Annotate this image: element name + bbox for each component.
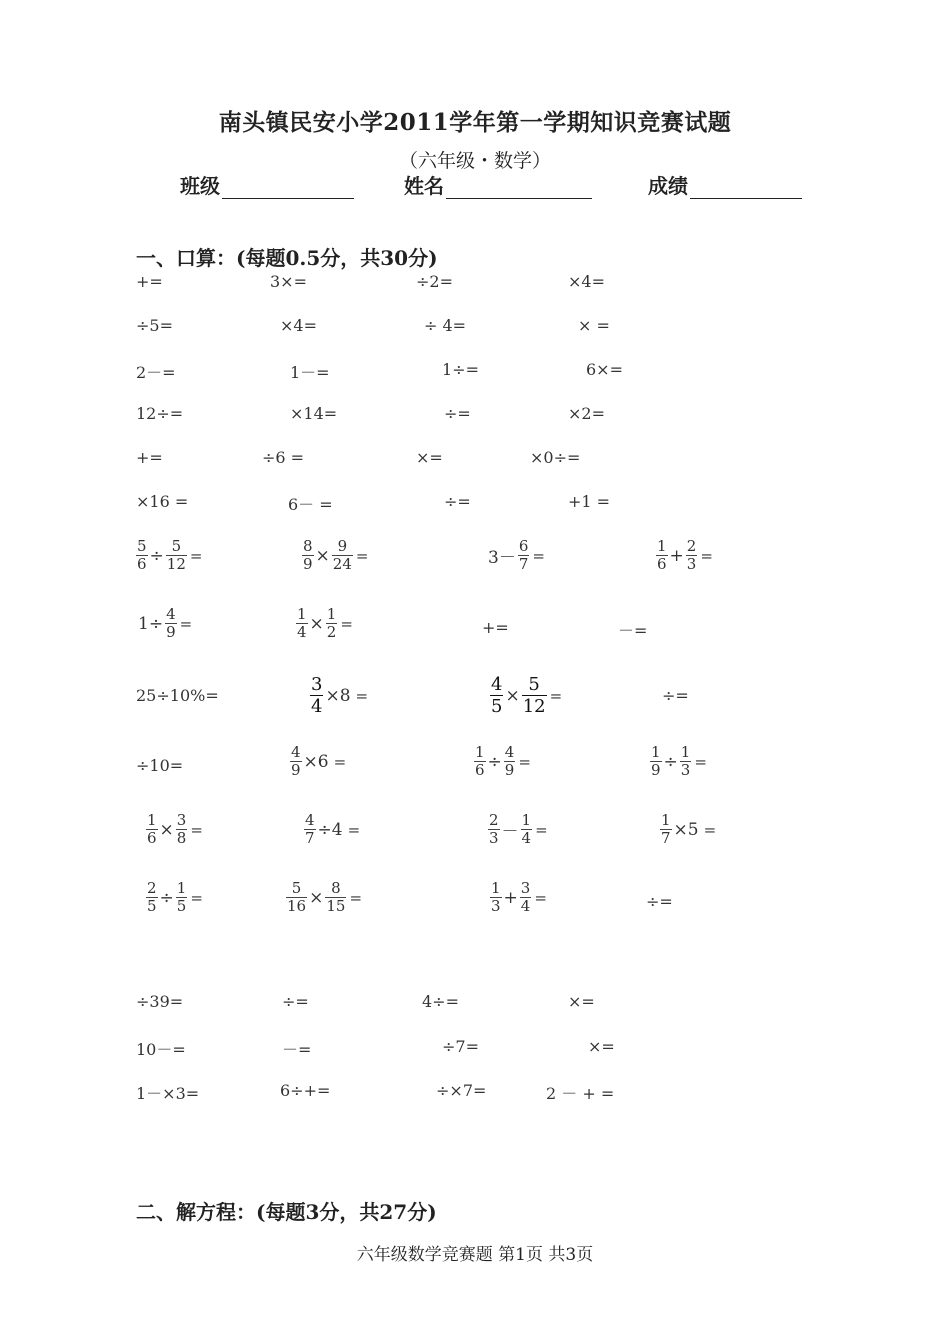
numerator: 4 bbox=[305, 811, 315, 829]
equals-sign: = bbox=[518, 752, 531, 771]
fraction bbox=[310, 674, 323, 717]
denominator: 24 bbox=[332, 555, 352, 573]
numerator: 1 bbox=[657, 537, 667, 555]
fraction bbox=[176, 812, 188, 847]
operator: ×8 bbox=[325, 685, 351, 706]
operator: ÷ bbox=[663, 751, 678, 772]
problem-item: ÷×7= bbox=[436, 1081, 487, 1100]
numerator: 8 bbox=[303, 537, 313, 555]
problem-item: ÷= bbox=[444, 492, 471, 511]
problem-item bbox=[486, 538, 545, 573]
problem-item: ÷= bbox=[646, 892, 673, 911]
denominator: 12 bbox=[166, 555, 186, 573]
name-blank[interactable] bbox=[446, 176, 592, 199]
class-field bbox=[180, 170, 354, 199]
problem-item: －= bbox=[282, 1040, 312, 1059]
equals-sign: = bbox=[532, 546, 545, 565]
denominator: 3 bbox=[680, 761, 691, 779]
operator: + bbox=[503, 887, 518, 908]
operator: － bbox=[501, 822, 519, 842]
numerator: 8 bbox=[331, 879, 341, 897]
numerator: 4 bbox=[291, 743, 301, 761]
fraction bbox=[146, 812, 158, 847]
problem-item: ÷= bbox=[662, 686, 689, 705]
score-blank[interactable] bbox=[690, 176, 802, 199]
numerator: 1 bbox=[326, 605, 337, 623]
name-label: 姓名 bbox=[404, 174, 444, 198]
fraction bbox=[521, 812, 533, 847]
numerator: 6 bbox=[518, 537, 529, 555]
problem-item: ÷39= bbox=[136, 992, 184, 1011]
denominator: 8 bbox=[176, 829, 187, 847]
problem-item: ×4= bbox=[568, 272, 605, 291]
fraction bbox=[304, 812, 316, 847]
equals-sign: = bbox=[349, 888, 363, 907]
problem-item: ÷2= bbox=[416, 272, 453, 291]
fraction bbox=[332, 538, 353, 573]
numerator: 1 bbox=[147, 811, 157, 829]
problem-item: ×= bbox=[416, 448, 443, 467]
problem-item: ×= bbox=[568, 992, 595, 1011]
fraction bbox=[326, 606, 338, 641]
problem-item: 25÷10%= bbox=[136, 686, 219, 705]
problem-item: += bbox=[136, 272, 163, 291]
problem-item: 10－= bbox=[136, 1040, 186, 1059]
numerator: 2 bbox=[147, 879, 157, 897]
problem-item bbox=[136, 538, 202, 573]
denominator: 16 bbox=[287, 897, 307, 915]
score-label: 成绩 bbox=[648, 174, 688, 198]
fraction bbox=[686, 538, 698, 573]
problem-item: += bbox=[136, 448, 163, 467]
problem-item: ÷5= bbox=[136, 316, 173, 335]
fraction bbox=[136, 538, 148, 573]
denominator: 2 bbox=[326, 623, 337, 641]
fraction bbox=[490, 880, 502, 915]
fraction bbox=[520, 880, 532, 915]
problem-item: ×4= bbox=[280, 316, 317, 335]
operator: 1÷ bbox=[138, 613, 164, 634]
denominator: 6 bbox=[657, 555, 667, 573]
operator: 3－ bbox=[488, 548, 516, 568]
problem-item: ÷= bbox=[282, 992, 309, 1011]
fraction bbox=[302, 538, 314, 573]
denominator: 5 bbox=[491, 696, 503, 717]
fraction bbox=[656, 538, 668, 573]
fraction bbox=[290, 744, 302, 779]
problem-item bbox=[488, 812, 548, 847]
equals-sign: = bbox=[355, 546, 369, 565]
name-field bbox=[404, 170, 592, 199]
problem-item bbox=[136, 606, 192, 641]
section-2-heading: 二、解方程：(每题3分，共27分) bbox=[136, 1200, 437, 1224]
equals-sign: = bbox=[347, 820, 361, 839]
fraction bbox=[296, 606, 308, 641]
problem-item bbox=[650, 744, 707, 779]
problem-item bbox=[304, 812, 360, 847]
equals-sign: = bbox=[549, 686, 563, 705]
problem-item: ÷10= bbox=[136, 756, 184, 775]
denominator: 4 bbox=[297, 623, 307, 641]
numerator: 1 bbox=[475, 743, 485, 761]
problem-item: 1－= bbox=[290, 363, 330, 382]
denominator: 5 bbox=[147, 897, 157, 915]
problem-item bbox=[146, 880, 203, 915]
problem-item: 4÷= bbox=[422, 992, 459, 1011]
denominator: 7 bbox=[518, 555, 529, 573]
operator: ×5 bbox=[673, 819, 699, 840]
denominator: 7 bbox=[305, 829, 315, 847]
operator: ÷4 bbox=[317, 819, 343, 840]
denominator: 9 bbox=[291, 761, 301, 779]
page-subtitle: （六年级・数学） bbox=[398, 150, 551, 172]
equals-sign: = bbox=[694, 752, 707, 771]
problem-item: ÷7= bbox=[442, 1037, 479, 1056]
problem-item bbox=[490, 674, 562, 717]
equals-sign: = bbox=[535, 820, 548, 839]
operator: ÷ bbox=[149, 545, 164, 566]
equals-sign: = bbox=[333, 752, 347, 771]
denominator: 4 bbox=[520, 897, 531, 915]
problem-item: －= bbox=[618, 621, 648, 640]
denominator: 6 bbox=[147, 829, 157, 847]
denominator: 6 bbox=[137, 555, 147, 573]
numerator: 3 bbox=[520, 879, 531, 897]
problem-item bbox=[146, 812, 203, 847]
operator: ÷ bbox=[487, 751, 502, 772]
fraction bbox=[165, 606, 177, 641]
problem-item: += bbox=[482, 618, 509, 637]
denominator: 4 bbox=[311, 696, 323, 717]
equals-sign: = bbox=[190, 820, 203, 839]
problem-item: 1÷= bbox=[442, 360, 479, 379]
section-1-heading: 一、口算：(每题0.5分，共30分) bbox=[136, 246, 438, 270]
numerator: 5 bbox=[171, 537, 182, 555]
fraction bbox=[176, 880, 188, 915]
problem-item: 6×= bbox=[586, 360, 623, 379]
problem-item: 6－ = bbox=[288, 495, 333, 514]
fraction bbox=[490, 674, 503, 717]
fraction bbox=[518, 538, 530, 573]
numerator: 3 bbox=[176, 811, 187, 829]
numerator: 1 bbox=[680, 743, 691, 761]
problem-item: ×= bbox=[588, 1037, 615, 1056]
problem-item bbox=[474, 744, 531, 779]
equals-sign: = bbox=[355, 686, 369, 705]
fraction bbox=[680, 744, 692, 779]
problem-item: 12÷= bbox=[136, 404, 184, 423]
denominator: 9 bbox=[166, 623, 176, 641]
problem-item: ÷6 = bbox=[262, 448, 305, 467]
numerator: 4 bbox=[166, 605, 176, 623]
fraction bbox=[522, 674, 547, 717]
problem-item: × = bbox=[578, 316, 610, 335]
problem-item: ÷= bbox=[444, 404, 471, 423]
problem-item: +1 = bbox=[568, 492, 611, 511]
numerator: 1 bbox=[661, 811, 671, 829]
page-title: 南头镇民安小学2011学年第一学期知识竞赛试题 bbox=[218, 109, 732, 136]
numerator: 9 bbox=[337, 537, 348, 555]
numerator: 2 bbox=[489, 811, 499, 829]
operator: + bbox=[669, 545, 684, 566]
numerator: 1 bbox=[651, 743, 661, 761]
problem-item bbox=[660, 812, 716, 847]
problem-item bbox=[296, 606, 353, 641]
denominator: 3 bbox=[489, 829, 499, 847]
fraction bbox=[286, 880, 307, 915]
class-label: 班级 bbox=[180, 174, 220, 198]
problem-item: 6÷+= bbox=[280, 1081, 331, 1100]
operator: × bbox=[309, 613, 324, 634]
denominator: 3 bbox=[491, 897, 501, 915]
problem-item: ×0÷= bbox=[530, 448, 581, 467]
problem-item: 3×= bbox=[270, 272, 307, 291]
score-field bbox=[648, 170, 802, 199]
fraction bbox=[325, 880, 346, 915]
fraction bbox=[166, 538, 187, 573]
equals-sign: = bbox=[190, 888, 203, 907]
numerator: 1 bbox=[176, 879, 187, 897]
fraction bbox=[650, 744, 662, 779]
denominator: 4 bbox=[521, 829, 532, 847]
numerator: 5 bbox=[137, 537, 147, 555]
denominator: 9 bbox=[504, 761, 515, 779]
problem-item bbox=[490, 880, 547, 915]
numerator: 3 bbox=[311, 674, 323, 695]
operator: ×6 bbox=[303, 751, 329, 772]
numerator: 2 bbox=[686, 537, 697, 555]
problem-item bbox=[302, 538, 368, 573]
fraction bbox=[504, 744, 516, 779]
operator: × bbox=[315, 545, 330, 566]
problem-item: 1－×3= bbox=[136, 1084, 200, 1103]
denominator: 9 bbox=[303, 555, 313, 573]
operator: × bbox=[159, 819, 174, 840]
problem-item bbox=[310, 674, 368, 717]
equals-sign: = bbox=[534, 888, 547, 907]
numerator: 4 bbox=[491, 674, 503, 695]
operator: ÷ bbox=[159, 887, 174, 908]
fraction bbox=[488, 812, 500, 847]
class-blank[interactable] bbox=[222, 176, 354, 199]
problem-item: ×16 = bbox=[136, 492, 189, 511]
page-footer: 六年级数学竞赛题 第1页 共3页 bbox=[356, 1245, 594, 1265]
denominator: 6 bbox=[475, 761, 485, 779]
operator: × bbox=[505, 685, 520, 706]
equals-sign: = bbox=[189, 546, 203, 565]
problem-item bbox=[290, 744, 346, 779]
equals-sign: = bbox=[179, 614, 193, 633]
denominator: 7 bbox=[661, 829, 671, 847]
equals-sign: = bbox=[703, 820, 717, 839]
fraction bbox=[474, 744, 486, 779]
numerator: 1 bbox=[297, 605, 307, 623]
denominator: 12 bbox=[522, 696, 546, 717]
problem-item bbox=[656, 538, 713, 573]
denominator: 15 bbox=[326, 897, 346, 915]
numerator: 5 bbox=[291, 879, 302, 897]
fraction bbox=[146, 880, 158, 915]
problem-item: ×2= bbox=[568, 404, 605, 423]
equals-sign: = bbox=[700, 546, 713, 565]
numerator: 5 bbox=[528, 674, 540, 695]
problem-item bbox=[286, 880, 362, 915]
denominator: 5 bbox=[176, 897, 187, 915]
denominator: 3 bbox=[686, 555, 697, 573]
operator: × bbox=[309, 887, 324, 908]
equals-sign: = bbox=[340, 614, 353, 633]
problem-item: ÷ 4= bbox=[424, 316, 467, 335]
problem-item: ×14= bbox=[290, 404, 338, 423]
numerator: 1 bbox=[521, 811, 532, 829]
problem-item: 2 － + = bbox=[546, 1084, 615, 1103]
problem-item: 2－= bbox=[136, 363, 176, 382]
numerator: 4 bbox=[504, 743, 515, 761]
fraction bbox=[660, 812, 672, 847]
numerator: 1 bbox=[491, 879, 501, 897]
denominator: 9 bbox=[651, 761, 661, 779]
